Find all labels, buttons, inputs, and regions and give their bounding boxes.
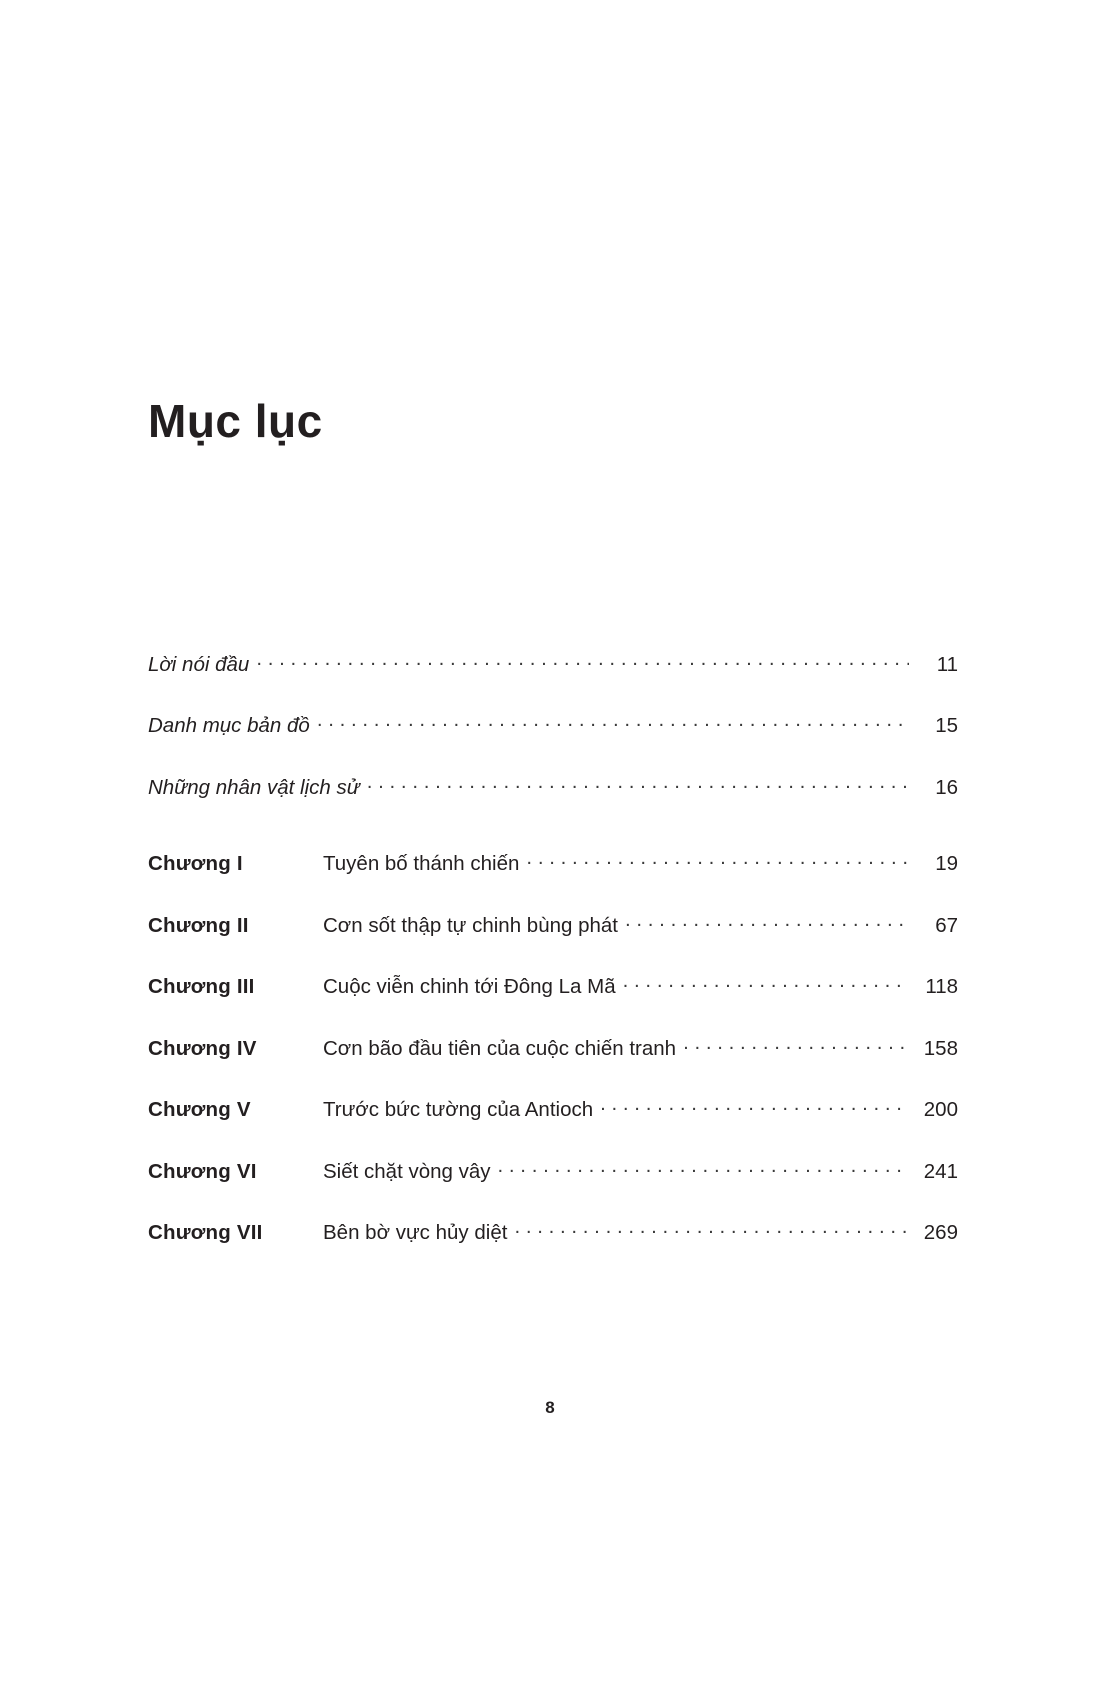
- dot-leader: [623, 973, 909, 994]
- chapter-number: Chương V: [148, 1098, 251, 1121]
- chapter-page: 269: [923, 1221, 958, 1244]
- chapter-page: 200: [923, 1098, 958, 1121]
- page-number: 8: [545, 1398, 555, 1417]
- dot-leader: [367, 773, 909, 794]
- dot-leader: [256, 650, 909, 671]
- toc-entry-label: Những nhân vật lịch sử: [148, 775, 360, 799]
- chapter-title: Bên bờ vực hủy diệt: [323, 1221, 508, 1244]
- page-title: Mục lục: [148, 395, 323, 447]
- chapter-number: Chương II: [148, 913, 249, 937]
- toc-entry-label: Lời nói đầu: [148, 652, 250, 676]
- chapter-number: Chương III: [148, 975, 255, 998]
- toc-front-matter-row: [148, 650, 958, 677]
- chapter-title: Tuyên bố thánh chiến: [323, 852, 520, 875]
- toc-chapter-row: [148, 1034, 958, 1061]
- toc-entry-label: Danh mục bản đồ: [148, 714, 310, 737]
- chapter-number: Chương VII: [148, 1221, 263, 1244]
- chapter-title: Cuộc viễn chinh tới Đông La Mã: [323, 975, 616, 998]
- chapter-number: Chương I: [148, 852, 243, 875]
- chapter-list: [148, 850, 958, 1246]
- toc-front-matter-row: [148, 773, 958, 800]
- chapter-page: 19: [935, 852, 958, 875]
- toc-entry-page: 15: [935, 714, 958, 737]
- toc-chapter-row: [148, 1096, 958, 1123]
- toc-chapter-row: [148, 911, 958, 938]
- toc-front-matter-row: [148, 712, 958, 739]
- dot-leader: [683, 1034, 909, 1055]
- toc-chapter-row: [148, 850, 958, 877]
- chapter-title: Cơn bão đầu tiên của cuộc chiến tranh: [323, 1036, 677, 1060]
- toc-chapter-row: [148, 973, 958, 1000]
- dot-leader: [317, 712, 909, 733]
- chapter-title: Siết chặt vòng vây: [323, 1159, 491, 1183]
- chapter-number: Chương IV: [148, 1036, 257, 1060]
- chapter-number: Chương VI: [148, 1159, 257, 1183]
- chapter-title: Cơn sốt thập tự chinh bùng phát: [323, 913, 618, 937]
- chapter-title: Trước bức tường của Antioch: [323, 1098, 594, 1121]
- toc-entry-page: 16: [935, 775, 958, 799]
- table-of-contents: [148, 650, 958, 1280]
- toc-entry-page: 11: [936, 652, 958, 676]
- chapter-page: 241: [923, 1159, 958, 1183]
- dot-leader: [498, 1157, 909, 1178]
- toc-chapter-row: [148, 1219, 958, 1246]
- dot-leader: [526, 850, 909, 871]
- chapter-page: 158: [923, 1036, 958, 1060]
- chapter-page: 118: [925, 975, 958, 998]
- dot-leader: [600, 1096, 909, 1117]
- toc-chapter-row: [148, 1157, 958, 1184]
- dot-leader: [625, 911, 909, 932]
- dot-leader: [514, 1219, 909, 1240]
- chapter-page: 67: [935, 913, 958, 937]
